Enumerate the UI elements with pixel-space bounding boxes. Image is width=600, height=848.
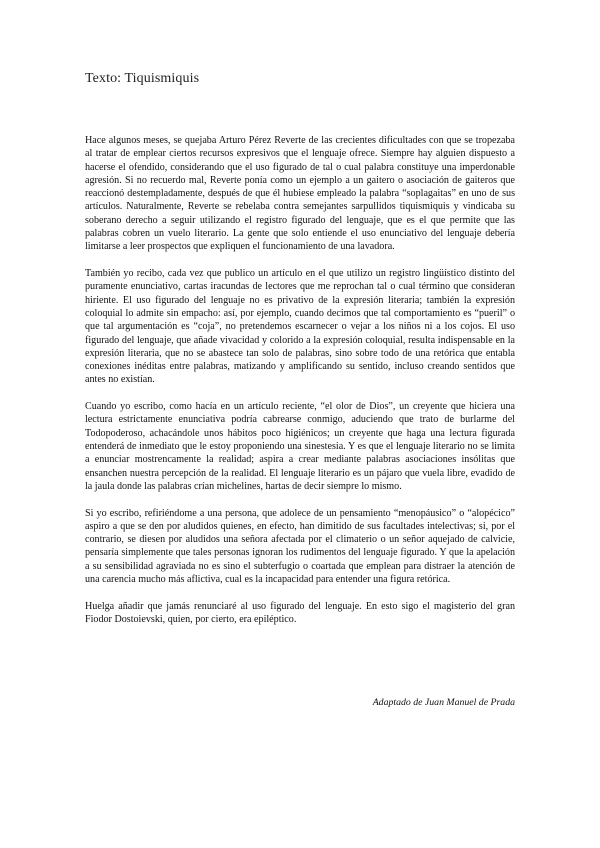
document-title: Texto: Tiquismiquis	[85, 71, 200, 86]
source-credit: Adaptado de Juan Manuel de Prada	[372, 697, 515, 708]
paragraph: Si yo escribo, refiriéndome a una persona, que adolece de un pensamiento “menopáusico” o “alopécico” aspiro a que se den por aludidos quienes, en efecto, han dimitido de sus facultades intelectivas; si, por el contrario, se diesen por aludidos una señora afectada por el climaterio o un señor aquejado de calvicie, pensaría simplemente que tales personas ignoran los rudimentos del lenguaje figurado. Y que la apelación a su sensibilidad agraviada no es sino el subterfugio o coartada que emplean para distraer la atención de una carencia mucho más aflictiva, cual es la incapacidad para entender una figura retórica.	[85, 507, 515, 586]
document-body	[85, 134, 515, 640]
paragraph: Huelga añadir que jamás renunciaré al uso figurado del lenguaje. En esto sigo el magisterio del gran Fiodor Dostoievski, quien, por cierto, era epiléptico.	[85, 600, 515, 626]
paragraph: Hace algunos meses, se quejaba Arturo Pérez Reverte de las crecientes dificultades con que se tropezaba al tratar de emplear ciertos recursos expresivos que el lenguaje ofrece. Siempre hay alguien dispuesto a hacerse el ofendido, considerando que el uso figurado de tal o cual palabra constituye una imperdonable agresión. Si no recuerdo mal, Reverte ponía como un ejemplo a un gaitero o asociación de gaiteros que reaccionó destempladamente, después de que él hubiese empleado la palabra “soplagaitas” en uno de sus artículos. Naturalmente, Reverte se rebelaba contra semejantes sarpullidos tiquismiquis y vindicaba su soberano derecho a seguir utilizando el registro figurado del lenguaje, que es el que permite que las palabras cobren un vuelo literario. La gente que solo entiende el uso enunciativo del lenguaje debería limitarse a leer prospectos que expliquen el funcionamiento de una lavadora.	[85, 135, 515, 253]
paragraph: También yo recibo, cada vez que publico un artículo en el que utilizo un registro lingüístico distinto del puramente enunciativo, cartas iracundas de lectores que me reprochan tal o cual término que consideran hiriente. El uso figurado del lenguaje no es privativo de la expresión literaria; también la expresión coloquial lo admite sin empacho: así, por ejemplo, cuando decimos que tal comportamiento es “pueril” o que tal argumentación es “coja”, no pretendemos escarnecer o vejar a los niños ni a los cojos. El uso figurado del lenguaje, que añade vivacidad y colorido a la expresión coloquial, resulta indispensable en la expresión literaria, que no se abastece tan solo de palabras, sino sobre todo de una retórica que entabla conexiones inéditas entre palabras, matizando y amplificando su sentido, incluso creando sentidos que antes no existían.	[85, 268, 515, 386]
paragraph: Cuando yo escribo, como hacía en un artículo reciente, “el olor de Dios”, un creyente que hiciera una lectura estrictamente enunciativa podría cabrearse conmigo, aduciendo que trato de burlarme del Todopoderoso, achacándole unos hábitos poco higiénicos; un creyente que haga una lectura figurada entenderá de inmediato que le estoy proponiendo una sinestesia. Y es que el lenguaje literario no se limita a enunciar mostrencamente la realidad; aspira a crear mediante palabras asociaciones insólitas que ensanchen nuestra percepción de la realidad. El lenguaje literario es un pájaro que vuela libre, evadido de la jaula donde las palabras crían michelines, hartas de decir siempre lo mismo.	[85, 401, 515, 492]
